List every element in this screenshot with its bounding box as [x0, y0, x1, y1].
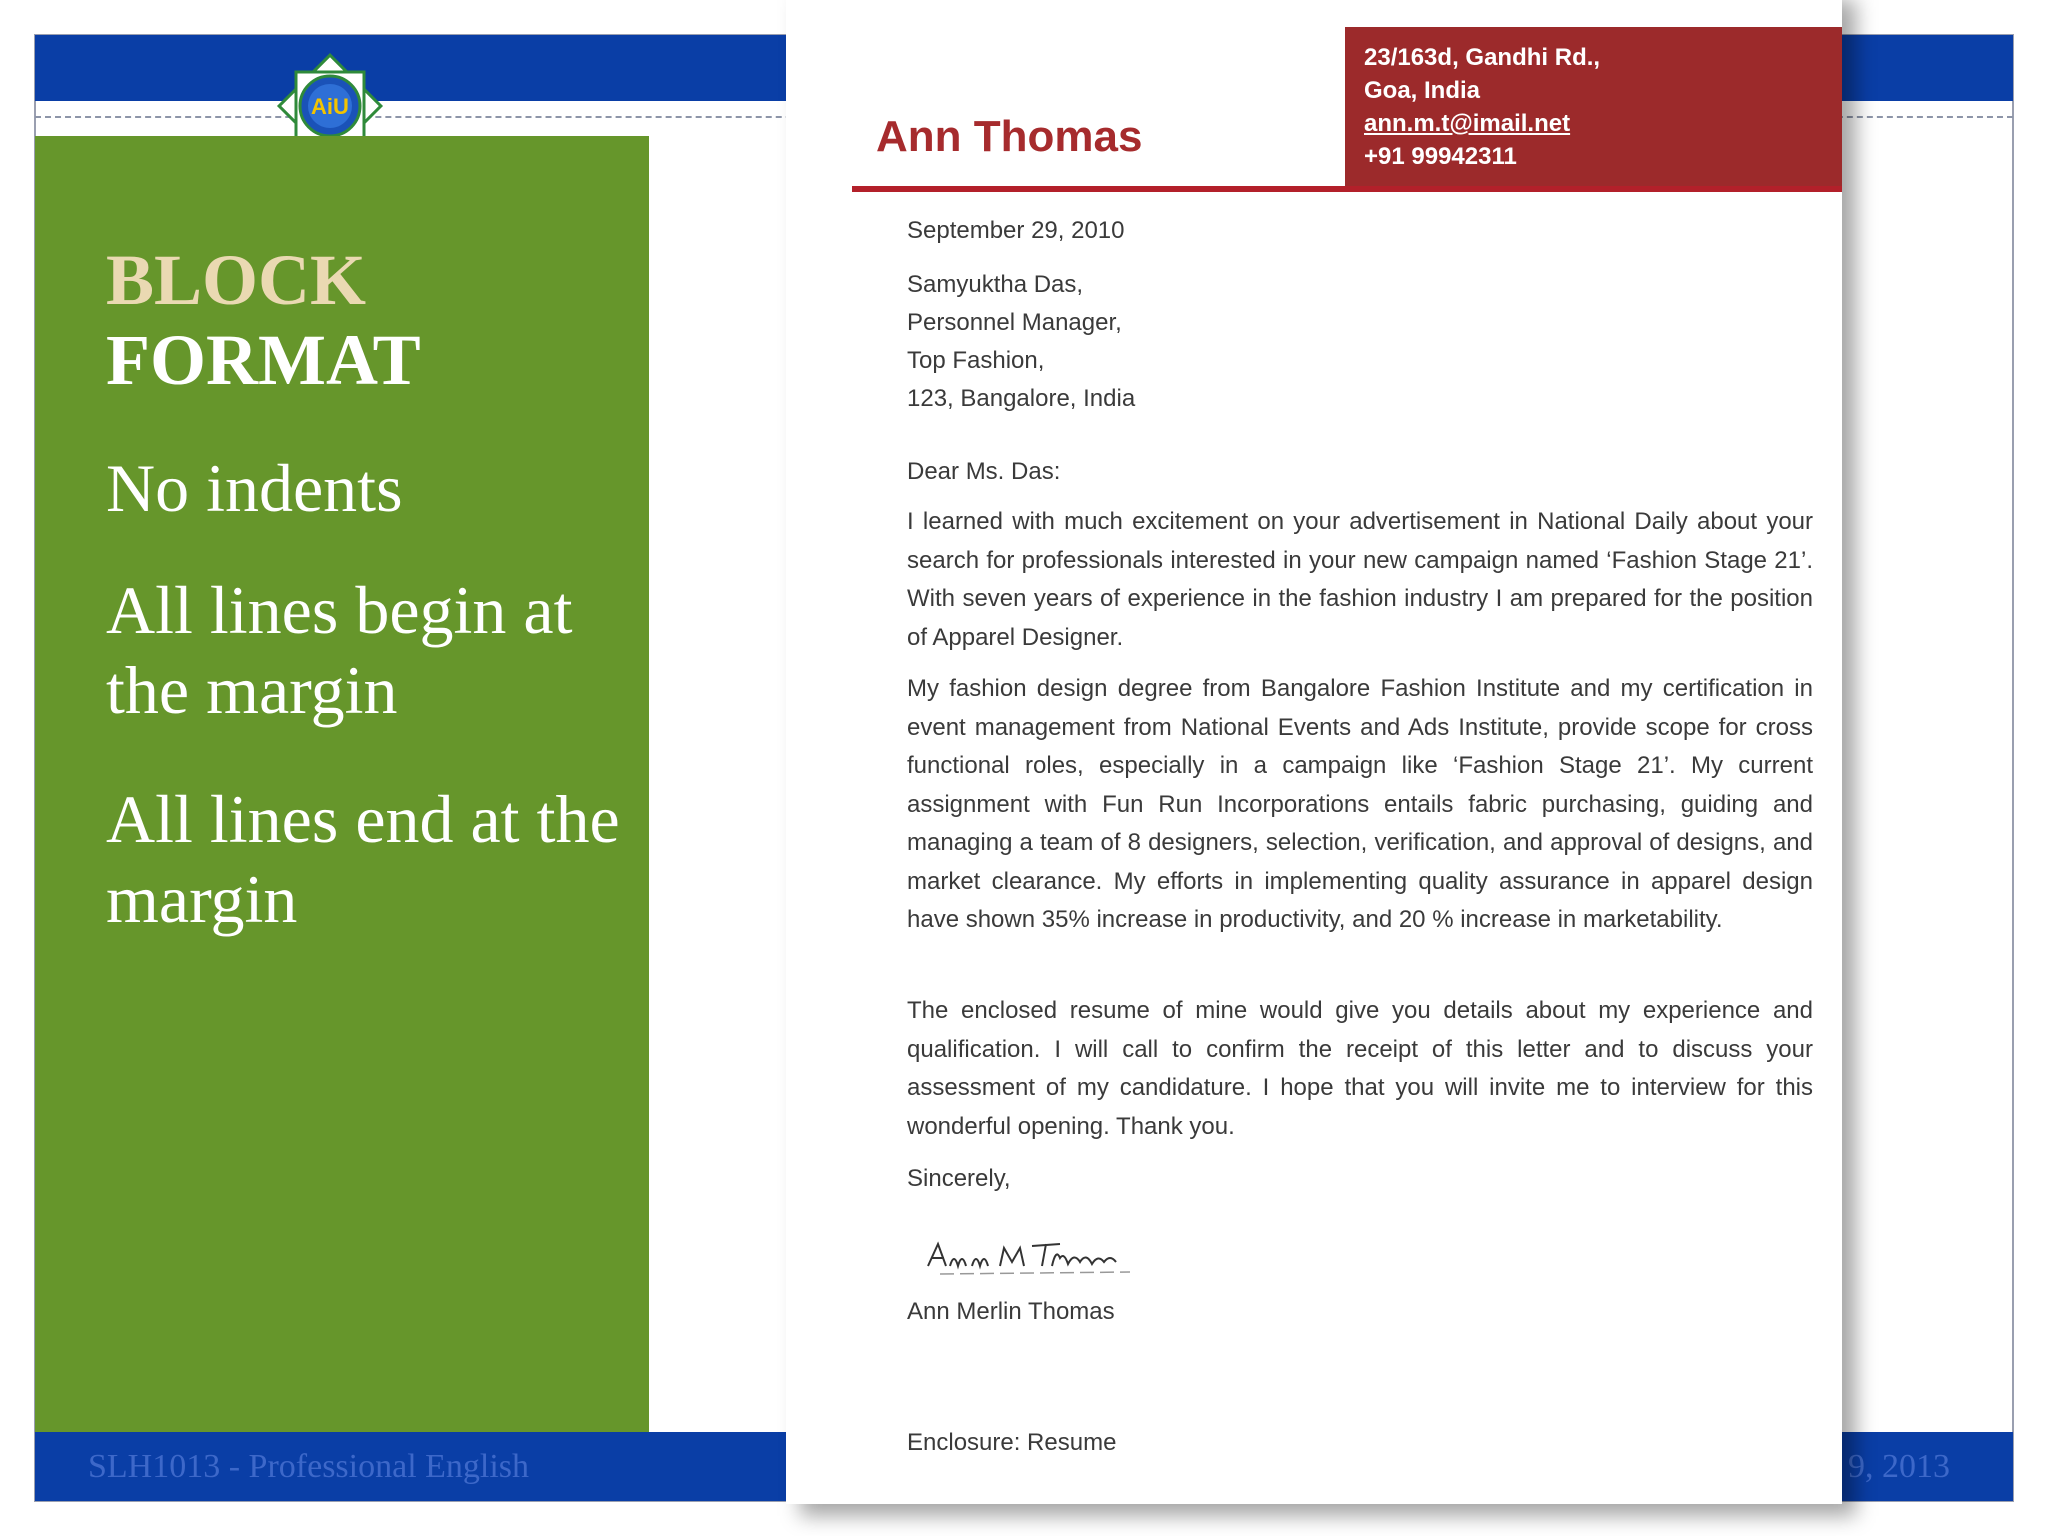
footer-date: 9, 2013 [1848, 1448, 1950, 1485]
point-end-margin: All lines end at the margin [106, 781, 620, 937]
slide-title-line2: FORMAT [106, 320, 421, 400]
signer-name: Ann Merlin Thomas [907, 1298, 1115, 1325]
logo-text: AiU [311, 94, 349, 119]
sender-email: ann.m.t@imail.net [1364, 110, 1571, 137]
recipient-line: Personnel Manager, [907, 309, 1122, 336]
salutation: Dear Ms. Das: [907, 458, 1061, 485]
slide-title [106, 240, 421, 400]
letter-document [786, 0, 1842, 1504]
recipient-line: 123, Bangalore, India [907, 385, 1136, 412]
header-rule [852, 186, 1842, 192]
closing: Sincerely, [907, 1165, 1011, 1192]
signature-image [920, 1222, 1150, 1282]
footer-course: SLH1013 - Professional English [88, 1448, 530, 1485]
slide-title-line1: BLOCK [106, 240, 367, 320]
address-street: 23/163d, Gandhi Rd., [1364, 44, 1601, 71]
address-city: Goa, India [1364, 77, 1481, 104]
letter-paragraph: My fashion design degree from Bangalore Fashion Institute and my certification in event management from National Events and Ads Institute, provide scope for cross functional roles, especially in a campaign like ‘Fashion Stage 21’. My current assignment with Fun Run Incorporations entails fabric purchasing, guiding and managing a team of 8 designers, selection, verification, and approval of designs, and market clearance. My efforts in implementing quality assurance in apparel design have shown 35% increase in productivity, and 20 % increase in marketability. [907, 675, 1813, 933]
recipient-line: Samyuktha Das, [907, 271, 1084, 298]
recipient-line: Top Fashion, [907, 347, 1045, 374]
sender-phone: +91 99942311 [1364, 143, 1517, 170]
enclosure-note: Enclosure: Resume [907, 1429, 1117, 1456]
letter-date: September 29, 2010 [907, 217, 1125, 244]
sender-name: Ann Thomas [876, 112, 1143, 161]
point-begin-margin: All lines begin at the margin [106, 572, 573, 728]
letter-paragraph: The enclosed resume of mine would give you details about my experience and qualification. I will call to confirm the receipt of this letter and to discuss your assessment of my candidature. I hope that you will invite me to interview for this wonderful opening. Thank you. [907, 997, 1813, 1140]
letter-paragraph: I learned with much excitement on your advertisement in National Daily about your search for professionals interested in your new campaign named ‘Fashion Stage 21’. With seven years of experience in the fashion industry I am prepared for the position of Apparel Designer. [907, 508, 1813, 651]
point-no-indents: No indents [106, 450, 403, 526]
